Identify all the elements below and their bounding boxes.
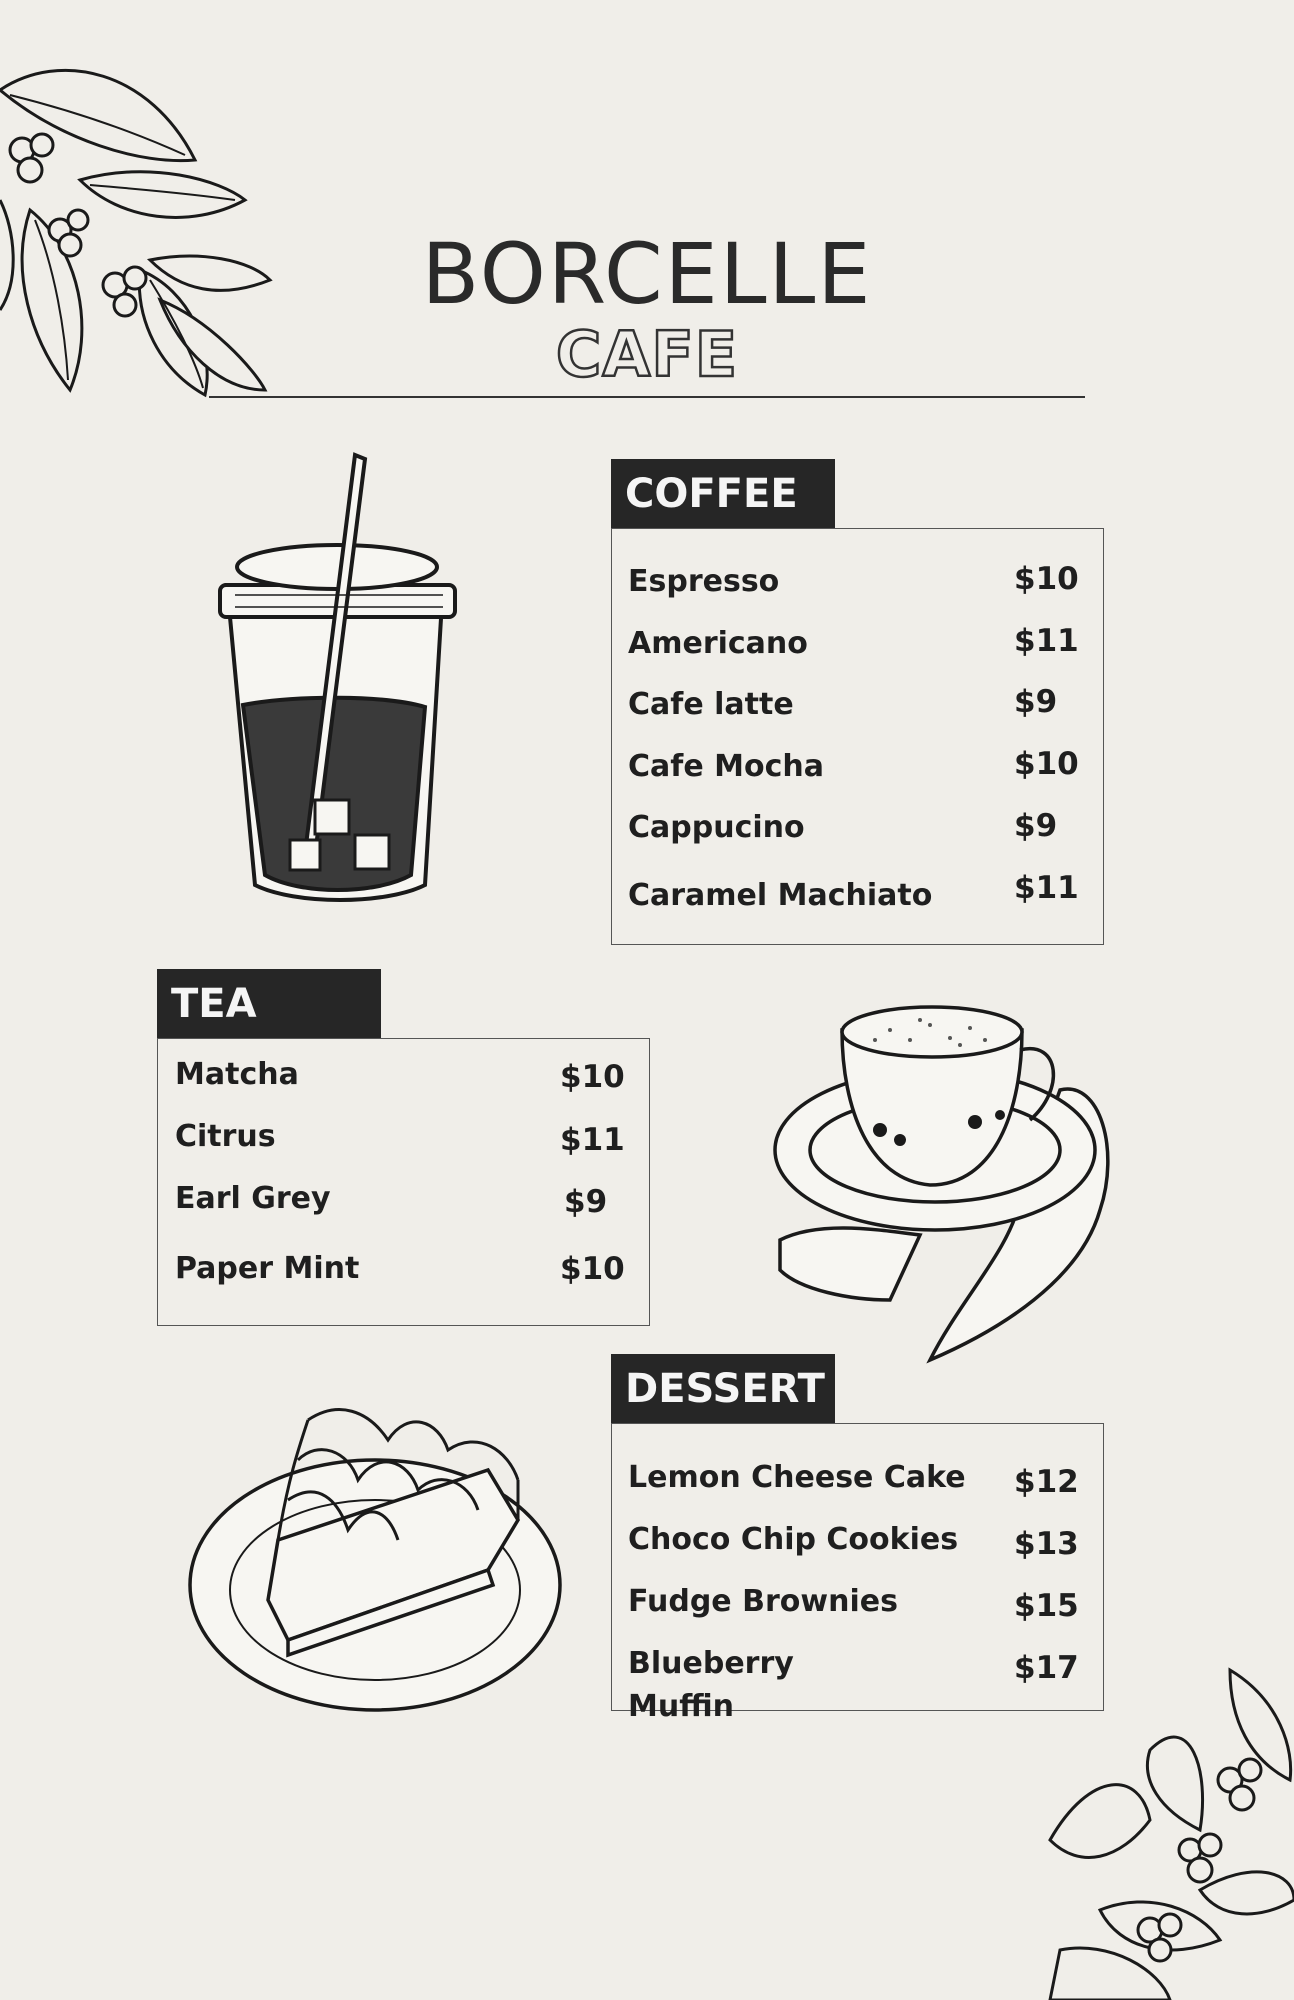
menu-item-name: Cafe Mocha — [628, 749, 824, 784]
menu-item-name-line2: Muffin — [628, 1689, 735, 1724]
menu-item-name: Paper Mint — [175, 1251, 360, 1286]
menu-item-name: Lemon Cheese Cake — [628, 1460, 966, 1495]
menu-item-price: $11 — [560, 1122, 625, 1158]
tea-menu-box — [157, 1038, 650, 1326]
menu-item-name: Citrus — [175, 1119, 276, 1154]
menu-item-price: $11 — [1014, 623, 1079, 659]
menu-item-price: $13 — [1014, 1526, 1079, 1562]
menu-item-name: Earl Grey — [175, 1181, 331, 1216]
page-subtitle: CAFE — [555, 318, 739, 391]
coffee-menu-box — [611, 528, 1104, 945]
menu-item-price: $9 — [1014, 684, 1058, 720]
menu-item-price: $10 — [560, 1059, 625, 1095]
header-divider — [209, 396, 1085, 398]
menu-item-price: $12 — [1014, 1464, 1079, 1500]
menu-item-price: $11 — [1014, 870, 1079, 906]
menu-item-name: Matcha — [175, 1057, 299, 1092]
menu-item-price: $10 — [1014, 561, 1079, 597]
iced-coffee-icon — [215, 455, 465, 910]
section-heading-coffee: COFFEE — [611, 459, 835, 529]
menu-item-name: Espresso — [628, 564, 780, 599]
pie-slice-icon — [188, 1400, 563, 1715]
menu-item-name: Caramel Machiato — [628, 878, 933, 913]
menu-item-price: $17 — [1014, 1650, 1079, 1686]
menu-item-price: $9 — [1014, 808, 1058, 844]
menu-item-name: Fudge Brownies — [628, 1584, 898, 1619]
page-title: BORCELLE — [421, 225, 873, 323]
menu-item-name: Cappucino — [628, 810, 805, 845]
dessert-menu-box — [611, 1423, 1104, 1724]
menu-item-name: Choco Chip Cookies — [628, 1522, 959, 1557]
menu-item-name: Blueberry — [628, 1646, 794, 1681]
menu-item-price: $9 — [564, 1184, 608, 1220]
menu-item-price: $10 — [560, 1251, 625, 1287]
section-heading-dessert: DESSERT — [611, 1354, 835, 1424]
menu-item-name: Cafe latte — [628, 687, 794, 722]
teacup-icon — [760, 1000, 1125, 1370]
menu-item-price: $10 — [1014, 746, 1079, 782]
menu-item-name: Americano — [628, 626, 808, 661]
section-heading-tea: TEA — [157, 969, 381, 1039]
menu-item-price: $15 — [1014, 1588, 1079, 1624]
